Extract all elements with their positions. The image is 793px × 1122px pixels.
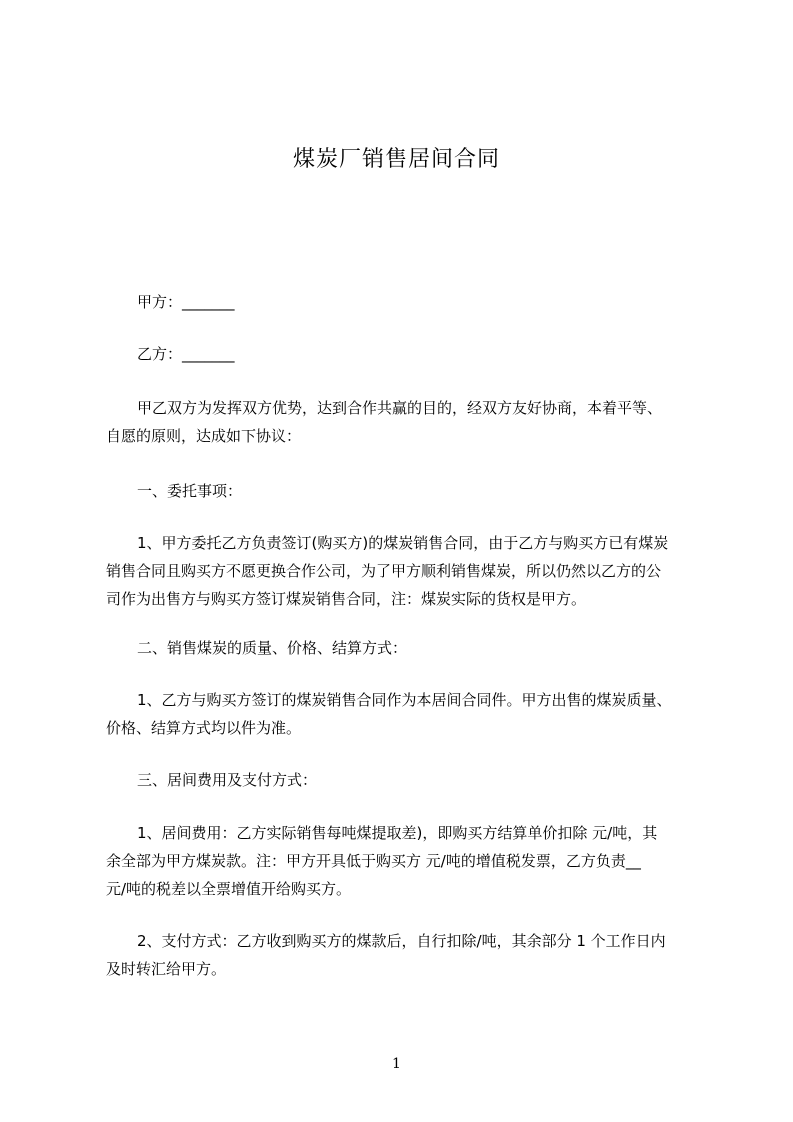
intro-line-1: 甲乙双方为发挥双方优势，达到合作共赢的目的，经双方友好协商，本着平等、 — [137, 399, 663, 417]
section-1-para-1-line-3: 司作为出售方与购买方签订煤炭销售合同，注：煤炭实际的货权是甲方。 — [106, 590, 587, 608]
section-2-heading: 二、销售煤炭的质量、价格、结算方式： — [137, 639, 408, 657]
section-3-para-1-line-3: 元/吨的税差以全票增值开给购买方。 — [106, 880, 352, 898]
section-3-para-2-line-1: 2、支付方式：乙方收到购买方的煤款后，自行扣除/吨，其余部分 1 个工作日内 — [137, 932, 666, 950]
section-2-para-1-line-1: 1、乙方与购买方签订的煤炭销售合同作为本居间合同件。甲方出售的煤炭质量、 — [137, 691, 672, 709]
section-3-para-1-line-2: 余全部为甲方煤炭款。注：甲方开具低于购买方 元/吨的增值税发票，乙方负责__ — [106, 852, 641, 870]
section-1-heading: 一、委托事项： — [137, 482, 243, 500]
intro-line-2: 自愿的原则，达成如下协议： — [106, 427, 302, 445]
section-2-para-1-line-2: 价格、结算方式均以件为准。 — [106, 719, 302, 737]
section-3-para-2-line-2: 及时转汇给甲方。 — [106, 960, 227, 978]
section-1-para-1-line-1: 1、甲方委托乙方负责签订(购买方)的煤炭销售合同，由于乙方与购买方已有煤炭 — [137, 534, 669, 552]
section-1-para-1-line-2: 销售合同且购买方不愿更换合作公司，为了甲方顺利销售煤炭，所以仍然以乙方的公 — [106, 562, 662, 580]
section-3-heading: 三、居间费用及支付方式： — [137, 771, 318, 789]
party-b-line: 乙方：_______ — [137, 345, 235, 363]
page-number: 1 — [392, 1056, 401, 1072]
document-title: 煤炭厂销售居间合同 — [292, 147, 500, 172]
section-3-para-1-line-1: 1、居间费用：乙方实际销售每吨煤提取差)，即购买方结算单价扣除 元/吨，其 — [137, 824, 658, 842]
party-a-line: 甲方：_______ — [137, 293, 235, 311]
